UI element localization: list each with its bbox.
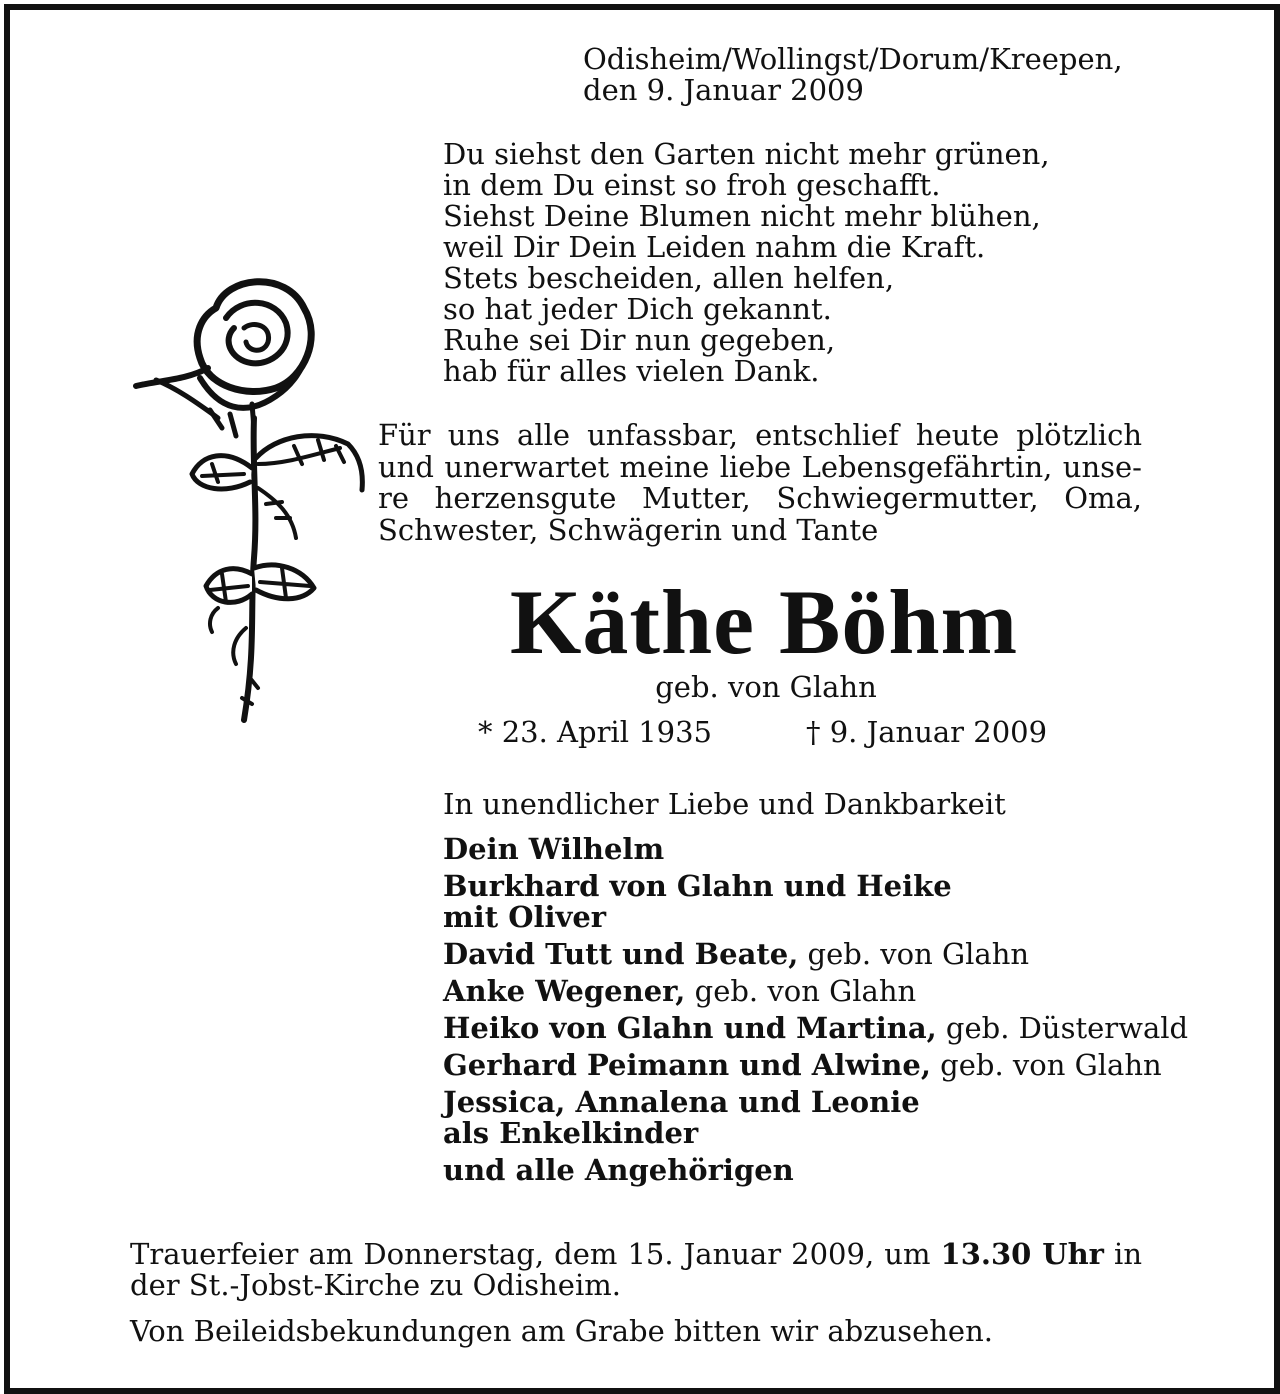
- funeral-line: der St.-Jobst-Kirche zu Odisheim.: [130, 1268, 621, 1302]
- funeral-info: [130, 1239, 1142, 1301]
- mourner-row: Jessica, Annalena und Leonie: [443, 1085, 920, 1119]
- poem-line: Stets bescheiden, allen helfen,: [443, 261, 895, 295]
- mourner-row: mit Oliver: [443, 900, 607, 934]
- place-date-block: [583, 44, 1123, 106]
- poem-line: so hat jeder Dich gekannt.: [443, 292, 832, 326]
- mourner-row: David Tutt und Beate, geb. von Glahn: [443, 937, 1030, 971]
- mourner-row: Heiko von Glahn und Martina, geb. Düsterwald: [443, 1011, 1189, 1045]
- announcement-line: Für uns alle unfassbar, entschlief heute plötzlich: [378, 418, 1142, 452]
- announcement-line: re herzensgute Mutter, Schwiegermutter, Oma,: [378, 481, 1142, 515]
- date-line: den 9. Januar 2009: [583, 73, 864, 107]
- poem-line: Du siehst den Garten nicht mehr grünen,: [443, 137, 1050, 171]
- poem-line: Ruhe sei Dir nun gegeben,: [443, 323, 836, 357]
- mourner-row: Burkhard von Glahn und Heike: [443, 869, 952, 903]
- poem-line: hab für alles vielen Dank.: [443, 354, 820, 388]
- birth-name: geb. von Glahn: [655, 670, 877, 704]
- poem-line: weil Dir Dein Leiden nahm die Kraft.: [443, 230, 986, 264]
- places-line: Odisheim/Wollingst/Dorum/Kreepen,: [583, 42, 1123, 76]
- announcement-text: [378, 420, 1142, 546]
- funeral-time: 13.30 Uhr: [940, 1237, 1104, 1271]
- mourner-row: Dein Wilhelm: [443, 832, 665, 866]
- death-date: † 9. Januar 2009: [806, 715, 1048, 749]
- announcement-line: und unerwartet meine liebe Lebensgefährtin, unse-: [378, 449, 1142, 484]
- mourner-row: als Enkelkinder: [443, 1116, 699, 1150]
- announcement-line: Schwester, Schwägerin und Tante: [378, 512, 879, 547]
- condolences-note: Von Beileidsbekundungen am Grabe bitten wir abzusehen.: [130, 1314, 993, 1348]
- mourners-heading: In unendlicher Liebe und Dankbarkeit: [443, 787, 1006, 821]
- funeral-line: Trauerfeier am Donnerstag, dem 15. Januar 2009, um 13.30 Uhr in: [130, 1237, 1143, 1271]
- mourner-row: Gerhard Peimann und Alwine, geb. von Glahn: [443, 1048, 1162, 1082]
- mourners-list: [443, 834, 1188, 1192]
- birth-date: * 23. April 1935: [478, 715, 712, 749]
- poem-line: in dem Du einst so froh geschafft.: [443, 168, 941, 202]
- mourner-row: und alle Angehörigen: [443, 1153, 794, 1187]
- poem-line: Siehst Deine Blumen nicht mehr blühen,: [443, 199, 1041, 233]
- deceased-name: Käthe Böhm: [509, 571, 1019, 673]
- mourner-row: Anke Wegener, geb. von Glahn: [443, 974, 917, 1008]
- poem: [443, 139, 1050, 387]
